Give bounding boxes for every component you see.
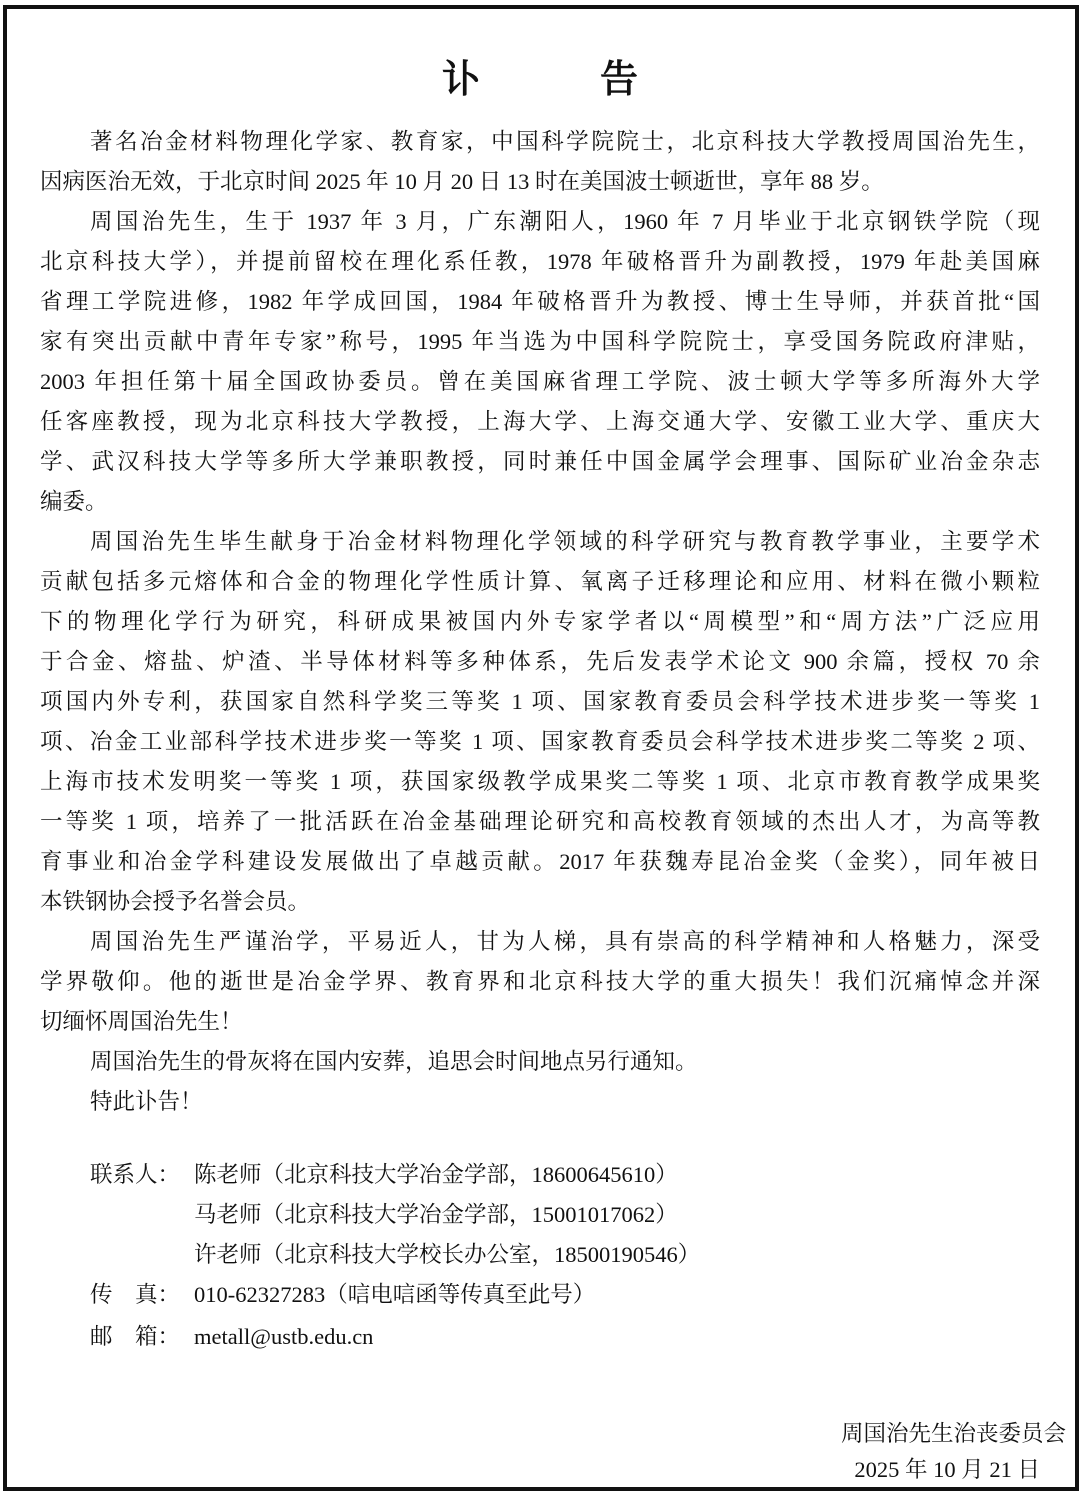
email-label: 邮 箱： [90, 1324, 181, 1349]
paragraph-line: 下的物理化学行为研究，科研成果被国内外专家学者以“周模型”和“周方法”广泛应用 [40, 609, 1040, 634]
paragraph-line: 因病医治无效，于北京时间 2025 年 10 月 20 日 13 时在美国波士顿逝世，享年 88 岁。 [40, 169, 884, 194]
paragraph-line: 一等奖 1 项，培养了一批活跃在冶金基础理论研究和高校教育领域的杰出人才，为高等教 [40, 809, 1040, 834]
email-address[interactable]: metall@ustb.edu.cn [194, 1324, 374, 1349]
contact-row [90, 1235, 700, 1275]
email-row [90, 1317, 373, 1357]
paragraph-line: 任客座教授，现为北京科技大学教授，上海大学、上海交通大学、安徽工业大学、重庆大 [40, 409, 1040, 434]
fax-label: 传 真： [90, 1282, 181, 1307]
paragraph-line: 学、武汉科技大学等多所大学兼职教授，同时兼任中国金属学会理事、国际矿业冶金杂志 [40, 449, 1040, 474]
paragraph-line: 著名冶金材料物理化学家、教育家，中国科学院院士，北京科技大学教授周国治先生， [90, 129, 1040, 154]
paragraph-line: 周国治先生的骨灰将在国内安葬，追思会时间地点另行通知。 [90, 1049, 698, 1074]
paragraph-line: 项、冶金工业部科学技术进步奖一等奖 1 项、国家教育委员会科学技术进步奖二等奖 2 项、 [40, 729, 1040, 754]
signature-committee: 周国治先生治丧委员会 [840, 1421, 1066, 1446]
notice-body [40, 122, 1040, 1122]
paragraph-line: 周国治先生，生于 1937 年 3 月，广东潮阳人，1960 年 7 月毕业于北京钢铁学院（现 [90, 209, 1040, 234]
paragraph-line: 于合金、熔盐、炉渣、半导体材料等多种体系，先后发表学术论文 900 余篇，授权 70 余 [40, 649, 1040, 674]
paragraph-line: 学界敬仰。他的逝世是冶金学界、教育界和北京科技大学的重大损失！我们沉痛悼念并深 [40, 969, 1040, 994]
contact-person: 马老师（北京科技大学冶金学部，15001017062） [194, 1202, 678, 1227]
paragraph-line: 家有突出贡献中青年专家”称号，1995 年当选为中国科学院院士，享受国务院政府津贴， [40, 329, 1040, 354]
contact-row [90, 1155, 678, 1195]
paragraph-line: 编委。 [40, 489, 108, 514]
title-char: 讣 [441, 59, 480, 101]
paragraph-line: 贡献包括多元熔体和合金的物理化学性质计算、氧离子迁移理论和应用、材料在微小颗粒 [40, 569, 1040, 594]
fax-row [90, 1275, 595, 1315]
contact-person: 陈老师（北京科技大学冶金学部，18600645610） [194, 1162, 678, 1187]
paragraph-line: 切缅怀周国治先生！ [40, 1009, 243, 1034]
contact-row [90, 1195, 678, 1235]
paragraph-line: 周国治先生严谨治学，平易近人，甘为人梯，具有崇高的科学精神和人格魅力，深受 [90, 929, 1040, 954]
paragraph-line: 周国治先生毕生献身于冶金材料物理化学领域的科学研究与教育教学事业，主要学术 [90, 529, 1040, 554]
paragraph-line: 特此讣告！ [90, 1089, 203, 1114]
paragraph-line: 北京科技大学），并提前留校在理化系任教，1978 年破格晋升为副教授，1979 年赴美国麻 [40, 249, 1040, 274]
signature-date: 2025 年 10 月 21 日 [854, 1457, 1040, 1482]
paragraph-line: 上海市技术发明奖一等奖 1 项，获国家级教学成果奖二等奖 1 项、北京市教育教学成果奖 [40, 769, 1040, 794]
paragraph-line: 本铁钢协会授予名誉会员。 [40, 889, 311, 914]
paragraph-line: 项国内外专利，获国家自然科学奖三等奖 1 项、国家教育委员会科学技术进步奖一等奖 1 [40, 689, 1040, 714]
page-title [0, 48, 1080, 103]
paragraph-line: 育事业和冶金学科建设发展做出了卓越贡献。2017 年获魏寿昆冶金奖（金奖），同年被日 [40, 849, 1040, 874]
paragraph-line: 2003 年担任第十届全国政协委员。曾在美国麻省理工学院、波士顿大学等多所海外大学 [40, 369, 1040, 394]
title-char: 告 [600, 59, 639, 101]
paragraph-line: 省理工学院进修，1982 年学成回国，1984 年破格晋升为教授、博士生导师，并获首批“国 [40, 289, 1040, 314]
fax-number: 010-62327283（唁电唁函等传真至此号） [194, 1282, 596, 1307]
contact-label: 联系人： [90, 1162, 181, 1187]
contact-person: 许老师（北京科技大学校长办公室，18500190546） [194, 1242, 701, 1267]
